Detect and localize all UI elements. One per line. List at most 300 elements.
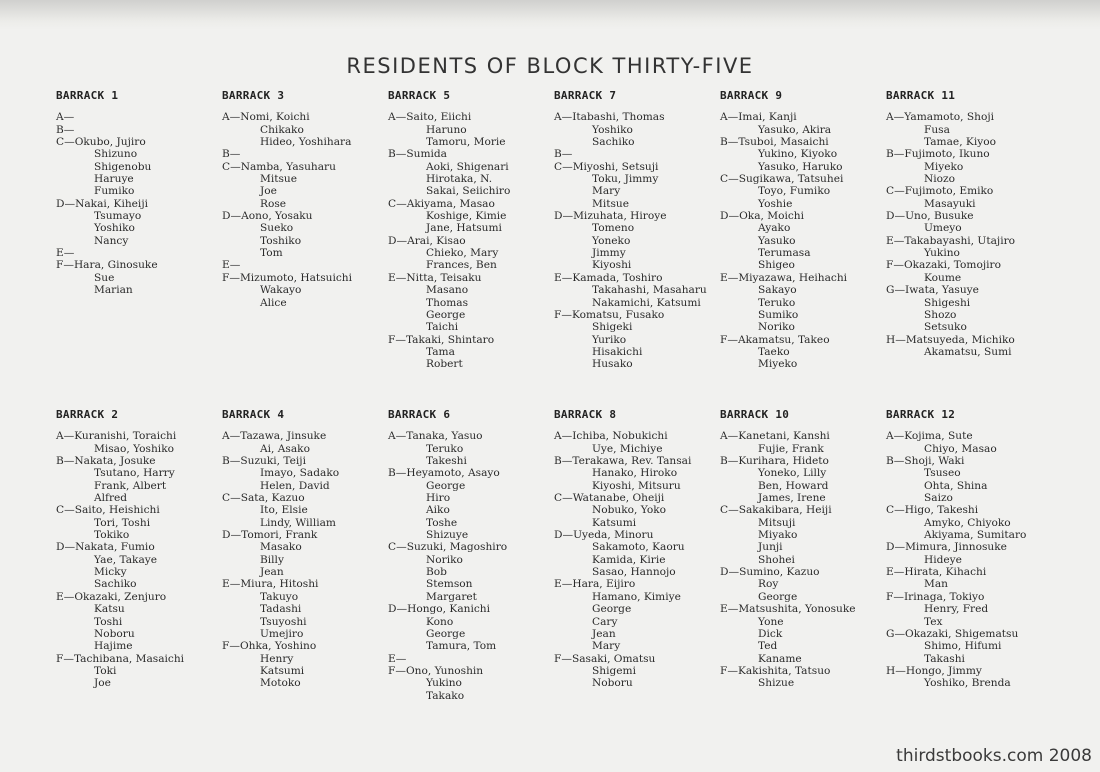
apartment-entry xyxy=(388,430,556,467)
resident-name: Umejiro xyxy=(260,627,304,640)
resident-name: Stemson xyxy=(426,578,473,591)
apartment-entry xyxy=(388,272,556,334)
resident-name: Katsumi xyxy=(592,516,637,529)
apartment-head: C—Saito, Heishichi xyxy=(56,504,160,517)
resident-name: Noboru xyxy=(592,677,633,690)
apartment-head: C—Sata, Kazuo xyxy=(222,492,305,505)
apartment-entry xyxy=(388,665,556,702)
resident-name: Helen, David xyxy=(260,479,330,492)
apartment-entry xyxy=(554,653,722,690)
barrack-heading: BARRACK 6 xyxy=(388,408,451,421)
resident-name: Junji xyxy=(758,541,783,554)
apartment-head: B—Sumida xyxy=(388,148,447,161)
apartment-head: A—Kuranishi, Toraichi xyxy=(56,430,177,443)
resident-name: Tomeno xyxy=(592,222,635,235)
resident-name: Yoneko xyxy=(592,234,631,247)
apartment-entry xyxy=(886,541,1054,566)
barrack-heading: BARRACK 7 xyxy=(554,89,617,102)
resident-name: Micky xyxy=(94,566,127,579)
apartment-entry xyxy=(720,272,888,334)
resident-name: Teruko xyxy=(758,296,796,309)
apartment-head: C—Sugikawa, Tatsuhei xyxy=(720,173,844,186)
barrack-column xyxy=(886,90,1054,358)
apartment-entry xyxy=(222,148,390,160)
barrack-heading: BARRACK 1 xyxy=(56,89,119,102)
resident-name: Hiro xyxy=(426,492,451,505)
resident-name: Noriko xyxy=(758,321,795,334)
resident-name: Jimmy xyxy=(592,247,626,260)
resident-name: Henry xyxy=(260,652,294,665)
apartment-head: E—Miyazawa, Heihachi xyxy=(720,271,848,284)
apartment-head: E—Hara, Eijiro xyxy=(554,578,636,591)
resident-name: Taichi xyxy=(426,321,459,334)
apartment-head: D—Nakai, Kiheiji xyxy=(56,197,148,210)
apartment-entry xyxy=(720,210,888,272)
apartment-entry xyxy=(222,578,390,640)
resident-name: Sakayo xyxy=(758,284,797,297)
resident-name: Hisakichi xyxy=(592,345,643,358)
resident-name: Tokiko xyxy=(94,529,130,542)
apartment-head: A—Kojima, Sute xyxy=(886,430,973,443)
resident-name: Miyako xyxy=(758,529,798,542)
resident-name: Nakamichi, Katsumi xyxy=(592,296,701,309)
resident-name: Toku, Jimmy xyxy=(592,173,659,186)
resident-name: Yoshiko, Brenda xyxy=(924,677,1011,690)
resident-name: Yasuko, Akira xyxy=(758,123,832,136)
resident-name: Yae, Takaye xyxy=(94,553,158,566)
apartment-head: A—Tanaka, Yasuo xyxy=(388,430,483,443)
apartment-entry xyxy=(886,628,1054,665)
resident-name: Billy xyxy=(260,553,284,566)
apartment-head: A—Nomi, Koichi xyxy=(222,111,310,124)
apartment-entry xyxy=(554,148,722,160)
apartment-entry xyxy=(720,111,888,136)
apartment-entry xyxy=(886,566,1054,591)
apartment-entry xyxy=(388,235,556,272)
resident-name: Mitsue xyxy=(592,197,630,210)
resident-name: Koshige, Kimie xyxy=(426,210,507,223)
resident-name: Tsuseo xyxy=(924,467,961,480)
apartment-head: B— xyxy=(56,123,75,136)
apartment-head: D—Arai, Kisao xyxy=(388,234,466,247)
resident-name: Shigeo xyxy=(758,259,795,272)
apartment-entry xyxy=(222,455,390,492)
barrack-column xyxy=(56,409,224,690)
apartment-entry xyxy=(554,161,722,210)
resident-name: Sakai, Seiichiro xyxy=(426,185,511,198)
apartment-head: E—Kamada, Toshiro xyxy=(554,271,663,284)
barrack-column xyxy=(554,409,722,690)
apartment-head: E—Okazaki, Zenjuro xyxy=(56,590,167,603)
apartment-entry xyxy=(56,504,224,541)
resident-name: Yasuko, Haruko xyxy=(758,160,843,173)
resident-name: Akiyama, Sumitaro xyxy=(924,529,1027,542)
barrack-column xyxy=(222,90,390,309)
resident-name: Aoki, Shigenari xyxy=(426,160,509,173)
resident-name: Koume xyxy=(924,271,962,284)
resident-name: Jean xyxy=(260,566,284,579)
apartment-head: B—Kurihara, Hideto xyxy=(720,455,829,468)
resident-name: Sakamoto, Kaoru xyxy=(592,541,685,554)
resident-name: Husako xyxy=(592,358,633,371)
apartment-entry xyxy=(554,210,722,272)
resident-name: Imayo, Sadako xyxy=(260,467,340,480)
resident-name: Tsumayo xyxy=(94,210,142,223)
resident-name: Robert xyxy=(426,358,463,371)
apartment-head: C—Sakakibara, Heiji xyxy=(720,504,832,517)
resident-name: Shohei xyxy=(758,553,795,566)
apartment-head: D—Aono, Yosaku xyxy=(222,210,313,223)
resident-name: Katsu xyxy=(94,603,125,616)
apartment-entry xyxy=(222,492,390,529)
apartment-entry xyxy=(222,210,390,259)
apartment-entry xyxy=(56,136,224,198)
apartment-head: D—Nakata, Fumio xyxy=(56,541,155,554)
resident-name: Sue xyxy=(94,271,115,284)
apartment-head: E—Nitta, Teisaku xyxy=(388,271,482,284)
resident-name: Tsuyoshi xyxy=(260,615,307,628)
resident-name: Masano xyxy=(426,284,469,297)
resident-name: Henry, Fred xyxy=(924,603,989,616)
resident-name: Miyeko xyxy=(924,160,964,173)
resident-name: Hirotaka, N. xyxy=(426,173,493,186)
resident-name: Haruye xyxy=(94,173,134,186)
apartment-head: C—Akiyama, Masao xyxy=(388,197,495,210)
apartment-head: E— xyxy=(222,259,241,272)
resident-name: James, Irene xyxy=(758,492,826,505)
apartment-entry xyxy=(222,111,390,148)
apartment-head: B—Suzuki, Teiji xyxy=(222,455,306,468)
resident-name: Yukino, Kiyoko xyxy=(758,148,838,161)
apartment-entry xyxy=(554,111,722,148)
resident-name: Saizo xyxy=(924,492,953,505)
watermark: thirdstbooks.com 2008 xyxy=(896,746,1092,766)
apartment-head: E—Matsushita, Yonosuke xyxy=(720,603,856,616)
resident-name: Motoko xyxy=(260,677,301,690)
resident-name: Yukino xyxy=(924,247,960,260)
apartment-entry xyxy=(388,541,556,603)
resident-name: Misao, Yoshiko xyxy=(94,442,174,455)
resident-name: Margaret xyxy=(426,590,477,603)
resident-name: Tsutano, Harry xyxy=(94,467,175,480)
resident-name: Nobuko, Yoko xyxy=(592,504,667,517)
apartment-entry xyxy=(56,430,224,455)
apartment-entry xyxy=(720,430,888,455)
resident-name: Shozo xyxy=(924,308,957,321)
apartment-entry xyxy=(886,148,1054,185)
resident-name: Fusa xyxy=(924,123,950,136)
barrack-column xyxy=(222,409,390,690)
apartment-entry xyxy=(554,529,722,578)
apartment-head: F—Ono, Yunoshin xyxy=(388,664,484,677)
resident-name: Mitsue xyxy=(260,173,298,186)
resident-name: Yoshie xyxy=(758,197,793,210)
resident-name: Thomas xyxy=(426,296,469,309)
resident-name: Kono xyxy=(426,615,454,628)
apartment-entry xyxy=(56,111,224,123)
resident-name: Amyko, Chiyoko xyxy=(924,516,1011,529)
apartment-head: A— xyxy=(56,111,75,124)
apartment-head: H—Hongo, Jimmy xyxy=(886,664,982,677)
apartment-entry xyxy=(720,455,888,504)
resident-name: Hamano, Kimiye xyxy=(592,590,681,603)
apartment-entry xyxy=(554,272,722,309)
apartment-entry xyxy=(388,603,556,652)
apartment-entry xyxy=(56,541,224,590)
apartment-entry xyxy=(886,284,1054,333)
barrack-column xyxy=(886,409,1054,690)
apartment-head: C—Suzuki, Magoshiro xyxy=(388,541,508,554)
resident-name: Toshi xyxy=(94,615,123,628)
apartment-head: E— xyxy=(56,247,75,260)
apartment-entry xyxy=(388,148,556,197)
apartment-entry xyxy=(886,111,1054,148)
apartment-head: B— xyxy=(554,148,573,161)
resident-name: George xyxy=(758,590,798,603)
apartment-entry xyxy=(56,591,224,653)
resident-name: Sumiko xyxy=(758,308,799,321)
barrack-heading: BARRACK 10 xyxy=(720,408,790,421)
apartment-entry xyxy=(56,653,224,690)
resident-name: Shigeshi xyxy=(924,296,971,309)
resident-name: Noriko xyxy=(426,553,463,566)
resident-name: Toyo, Fumiko xyxy=(758,185,831,198)
resident-name: Kiyoshi xyxy=(592,259,632,272)
apartment-entry xyxy=(222,430,390,455)
resident-name: George xyxy=(426,479,466,492)
resident-name: Hideye xyxy=(924,553,962,566)
apartment-head: A—Kanetani, Kanshi xyxy=(720,430,830,443)
apartment-entry xyxy=(554,455,722,492)
resident-name: Takeshi xyxy=(426,455,467,468)
apartment-head: B—Terakawa, Rev. Tansai xyxy=(554,455,692,468)
resident-name: Toshiko xyxy=(260,234,302,247)
resident-name: Teruko xyxy=(426,442,464,455)
barrack-heading: BARRACK 11 xyxy=(886,89,956,102)
resident-name: George xyxy=(426,627,466,640)
apartment-head: E—Takabayashi, Utajiro xyxy=(886,234,1016,247)
resident-name: Wakayo xyxy=(260,284,302,297)
apartment-entry xyxy=(388,198,556,235)
resident-name: Sueko xyxy=(260,222,294,235)
apartment-head: F—Akamatsu, Takeo xyxy=(720,333,830,346)
barrack-heading: BARRACK 2 xyxy=(56,408,119,421)
apartment-head: C—Okubo, Jujiro xyxy=(56,136,146,149)
resident-name: Mary xyxy=(592,640,621,653)
barrack-column xyxy=(56,90,224,297)
resident-name: Nancy xyxy=(94,234,129,247)
apartment-head: A—Ichiba, Nobukichi xyxy=(554,430,668,443)
resident-name: Fumiko xyxy=(94,185,135,198)
apartment-head: F—Ohka, Yoshino xyxy=(222,640,317,653)
apartment-entry xyxy=(720,566,888,603)
resident-name: Terumasa xyxy=(758,247,811,260)
resident-name: George xyxy=(426,308,466,321)
resident-name: Shizuno xyxy=(94,148,138,161)
resident-name: Jane, Hatsumi xyxy=(426,222,502,235)
apartment-entry xyxy=(554,492,722,529)
apartment-head: F—Mizumoto, Hatsuichi xyxy=(222,271,352,284)
apartment-entry xyxy=(886,334,1054,359)
apartment-entry xyxy=(222,259,390,271)
resident-name: Masayuki xyxy=(924,197,976,210)
resident-name: Yoneko, Lilly xyxy=(758,467,827,480)
resident-name: Yoshiko xyxy=(592,123,633,136)
resident-name: Tamae, Kiyoo xyxy=(924,136,996,149)
apartment-head: D—Hongo, Kanichi xyxy=(388,603,491,616)
apartment-entry xyxy=(886,665,1054,690)
resident-name: Cary xyxy=(592,615,618,628)
resident-name: Ito, Elsie xyxy=(260,504,308,517)
resident-name: Yasuko xyxy=(758,234,796,247)
apartment-entry xyxy=(886,185,1054,210)
resident-name: Joe xyxy=(94,677,111,690)
resident-name: Umeyo xyxy=(924,222,962,235)
resident-name: Akamatsu, Sumi xyxy=(924,345,1012,358)
barrack-column xyxy=(720,90,888,371)
apartment-head: B—Heyamoto, Asayo xyxy=(388,467,500,480)
resident-name: Fujie, Frank xyxy=(758,442,824,455)
resident-name: Shigeki xyxy=(592,321,633,334)
apartment-head: G—Okazaki, Shigematsu xyxy=(886,627,1019,640)
resident-name: Mitsuji xyxy=(758,516,796,529)
apartment-entry xyxy=(56,259,224,296)
resident-name: Alice xyxy=(260,296,287,309)
resident-name: Takuyo xyxy=(260,590,299,603)
resident-name: Chikako xyxy=(260,123,304,136)
barrack-heading: BARRACK 9 xyxy=(720,89,783,102)
apartment-head: E—Miura, Hitoshi xyxy=(222,578,319,591)
apartment-head: F—Sasaki, Omatsu xyxy=(554,652,656,665)
resident-name: Sasao, Hannojo xyxy=(592,566,676,579)
resident-name: Mary xyxy=(592,185,621,198)
apartment-head: B—Nakata, Josuke xyxy=(56,455,156,468)
resident-name: Yone xyxy=(758,615,784,628)
resident-name: Man xyxy=(924,578,948,591)
resident-name: Miyeko xyxy=(758,358,798,371)
apartment-head: A—Itabashi, Thomas xyxy=(554,111,665,124)
apartment-entry xyxy=(388,653,556,665)
resident-name: Roy xyxy=(758,578,779,591)
apartment-head: D—Uyeda, Minoru xyxy=(554,529,654,542)
resident-name: Yoshiko xyxy=(94,222,135,235)
resident-name: Hajime xyxy=(94,640,133,653)
apartment-entry xyxy=(56,455,224,504)
apartment-head: D—Uno, Busuke xyxy=(886,210,974,223)
resident-name: Shizuye xyxy=(426,529,469,542)
apartment-head: B—Fujimoto, Ikuno xyxy=(886,148,990,161)
resident-name: Hanako, Hiroko xyxy=(592,467,678,480)
apartment-head: B— xyxy=(222,148,241,161)
resident-name: Lindy, William xyxy=(260,516,336,529)
apartment-entry xyxy=(222,161,390,210)
apartment-head: D—Tomori, Frank xyxy=(222,529,318,542)
apartment-head: B—Tsuboi, Masaichi xyxy=(720,136,829,149)
apartment-entry xyxy=(222,272,390,309)
resident-name: Aiko xyxy=(426,504,450,517)
resident-name: Tex xyxy=(924,615,943,628)
apartment-head: G—Iwata, Yasuye xyxy=(886,284,979,297)
resident-name: Alfred xyxy=(94,492,128,505)
resident-name: Yukino xyxy=(426,677,462,690)
resident-name: Kiyoshi, Mitsuru xyxy=(592,479,681,492)
apartment-head: C—Higo, Takeshi xyxy=(886,504,979,517)
apartment-entry xyxy=(886,235,1054,260)
resident-name: Joe xyxy=(260,185,277,198)
apartment-entry xyxy=(886,504,1054,541)
resident-name: Frank, Albert xyxy=(94,479,167,492)
resident-name: Kamida, Kirie xyxy=(592,553,666,566)
resident-name: Takashi xyxy=(924,652,965,665)
apartment-head: B—Shoji, Waki xyxy=(886,455,965,468)
resident-name: Ohta, Shina xyxy=(924,479,988,492)
apartment-head: D—Oka, Moichi xyxy=(720,210,804,223)
barrack-heading: BARRACK 12 xyxy=(886,408,956,421)
barrack-column xyxy=(554,90,722,371)
apartment-head: C—Namba, Yasuharu xyxy=(222,160,336,173)
apartment-entry xyxy=(720,136,888,173)
apartment-entry xyxy=(886,210,1054,235)
apartment-entry xyxy=(222,640,390,689)
apartment-entry xyxy=(56,198,224,247)
apartment-head: F—Irinaga, Tokiyo xyxy=(886,590,985,603)
apartment-entry xyxy=(720,665,888,690)
resident-name: Yuriko xyxy=(592,333,627,346)
apartment-entry xyxy=(388,467,556,541)
resident-name: Haruno xyxy=(426,123,467,136)
apartment-head: F—Kakishita, Tatsuo xyxy=(720,664,831,677)
resident-name: Katsumi xyxy=(260,664,305,677)
apartment-head: D—Mizuhata, Hiroye xyxy=(554,210,667,223)
barrack-heading: BARRACK 5 xyxy=(388,89,451,102)
resident-name: Noboru xyxy=(94,627,135,640)
resident-name: Sachiko xyxy=(94,578,137,591)
resident-name: Shimo, Hifumi xyxy=(924,640,1002,653)
resident-name: Dick xyxy=(758,627,783,640)
apartment-head: H—Matsuyeda, Michiko xyxy=(886,333,1015,346)
resident-name: Taeko xyxy=(758,345,790,358)
resident-name: Jean xyxy=(592,627,616,640)
apartment-entry xyxy=(554,309,722,371)
apartment-entry xyxy=(886,455,1054,504)
resident-name: Setsuko xyxy=(924,321,967,334)
apartment-entry xyxy=(222,529,390,578)
apartment-entry xyxy=(554,578,722,652)
apartment-head: F—Tachibana, Masaichi xyxy=(56,652,185,665)
apartment-entry xyxy=(720,504,888,566)
apartment-head: A—Tazawa, Jinsuke xyxy=(222,430,327,443)
resident-name: Chieko, Mary xyxy=(426,247,499,260)
resident-name: Shigemi xyxy=(592,664,636,677)
resident-name: Tadashi xyxy=(260,603,302,616)
apartment-head: C—Miyoshi, Setsuji xyxy=(554,160,659,173)
apartment-head: F—Takaki, Shintaro xyxy=(388,333,495,346)
barrack-column xyxy=(388,90,556,371)
apartment-entry xyxy=(388,334,556,371)
page-title: RESIDENTS OF BLOCK THIRTY-FIVE xyxy=(346,54,754,78)
apartment-head: F—Hara, Ginosuke xyxy=(56,259,158,272)
resident-name: Ayako xyxy=(758,222,791,235)
resident-name: Tori, Toshi xyxy=(94,516,151,529)
resident-name: Tom xyxy=(260,247,283,260)
resident-name: Ben, Howard xyxy=(758,479,829,492)
resident-name: Uye, Michiye xyxy=(592,442,663,455)
resident-name: Takahashi, Masaharu xyxy=(592,284,707,297)
apartment-entry xyxy=(56,247,224,259)
barrack-heading: BARRACK 3 xyxy=(222,89,285,102)
resident-name: Ted xyxy=(758,640,778,653)
apartment-head: E— xyxy=(388,652,407,665)
